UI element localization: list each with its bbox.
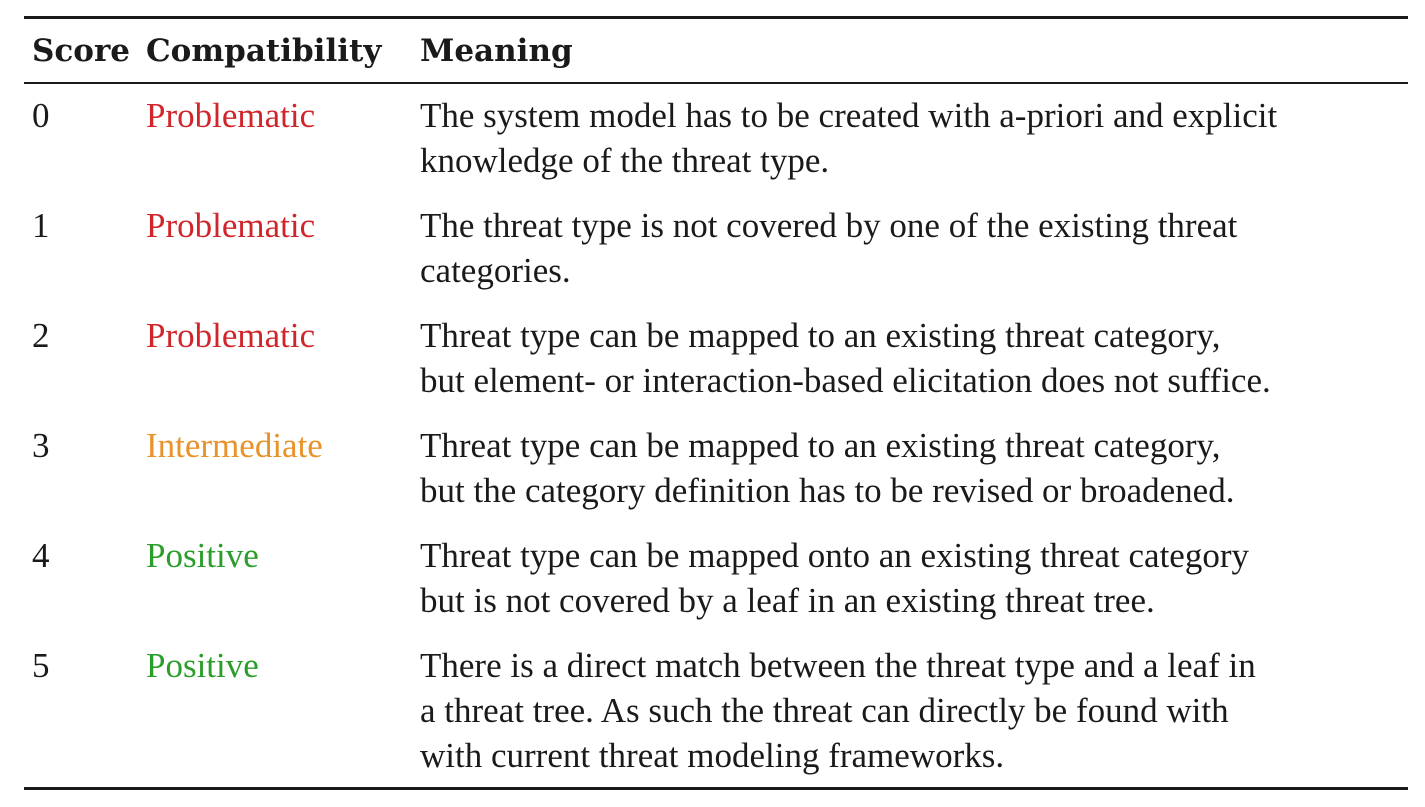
row-meaning xyxy=(420,533,1408,623)
compatibility-table xyxy=(24,0,1408,807)
meaning-line: but element- or interaction-based elicitation does not suffice. xyxy=(420,361,1271,400)
row-meaning xyxy=(420,423,1408,513)
row-score: 2 xyxy=(32,316,50,355)
bottom-rule xyxy=(24,787,1408,790)
row-meaning xyxy=(420,643,1408,778)
row-score: 5 xyxy=(32,646,50,685)
row-compatibility: Problematic xyxy=(146,316,316,355)
row-score: 1 xyxy=(32,206,50,245)
meaning-line: Threat type can be mapped to an existing threat category, xyxy=(420,426,1221,465)
row-compatibility: Positive xyxy=(146,536,259,575)
meaning-line: knowledge of the threat type. xyxy=(420,141,830,180)
meaning-line: categories. xyxy=(420,251,571,290)
meaning-line: There is a direct match between the threat type and a leaf in xyxy=(420,646,1256,685)
meaning-line: Threat type can be mapped onto an existing threat category xyxy=(420,536,1249,575)
meaning-line: with current threat modeling frameworks. xyxy=(420,736,1005,775)
meaning-line: but is not covered by a leaf in an existing threat tree. xyxy=(420,581,1155,620)
row-compatibility: Intermediate xyxy=(146,426,323,465)
meaning-line: The system model has to be created with a-priori and explicit xyxy=(420,96,1278,135)
header-score: Score xyxy=(32,33,130,69)
row-compatibility: Positive xyxy=(146,646,259,685)
header-compatibility: Compatibility xyxy=(146,33,382,69)
row-compatibility: Problematic xyxy=(146,206,316,245)
row-compatibility: Problematic xyxy=(146,96,316,135)
row-meaning xyxy=(420,313,1408,403)
header-rule xyxy=(24,82,1408,84)
meaning-line: a threat tree. As such the threat can directly be found with xyxy=(420,691,1229,730)
row-score: 4 xyxy=(32,536,50,575)
row-meaning xyxy=(420,93,1408,183)
meaning-line: Threat type can be mapped to an existing threat category, xyxy=(420,316,1221,355)
row-score: 0 xyxy=(32,96,50,135)
meaning-line: The threat type is not covered by one of the existing threat xyxy=(420,206,1238,245)
header-meaning: Meaning xyxy=(420,33,573,69)
row-meaning xyxy=(420,203,1408,293)
top-rule xyxy=(24,16,1408,19)
row-score: 3 xyxy=(32,426,50,465)
table-header xyxy=(24,28,1408,74)
meaning-line: but the category definition has to be revised or broadened. xyxy=(420,471,1235,510)
